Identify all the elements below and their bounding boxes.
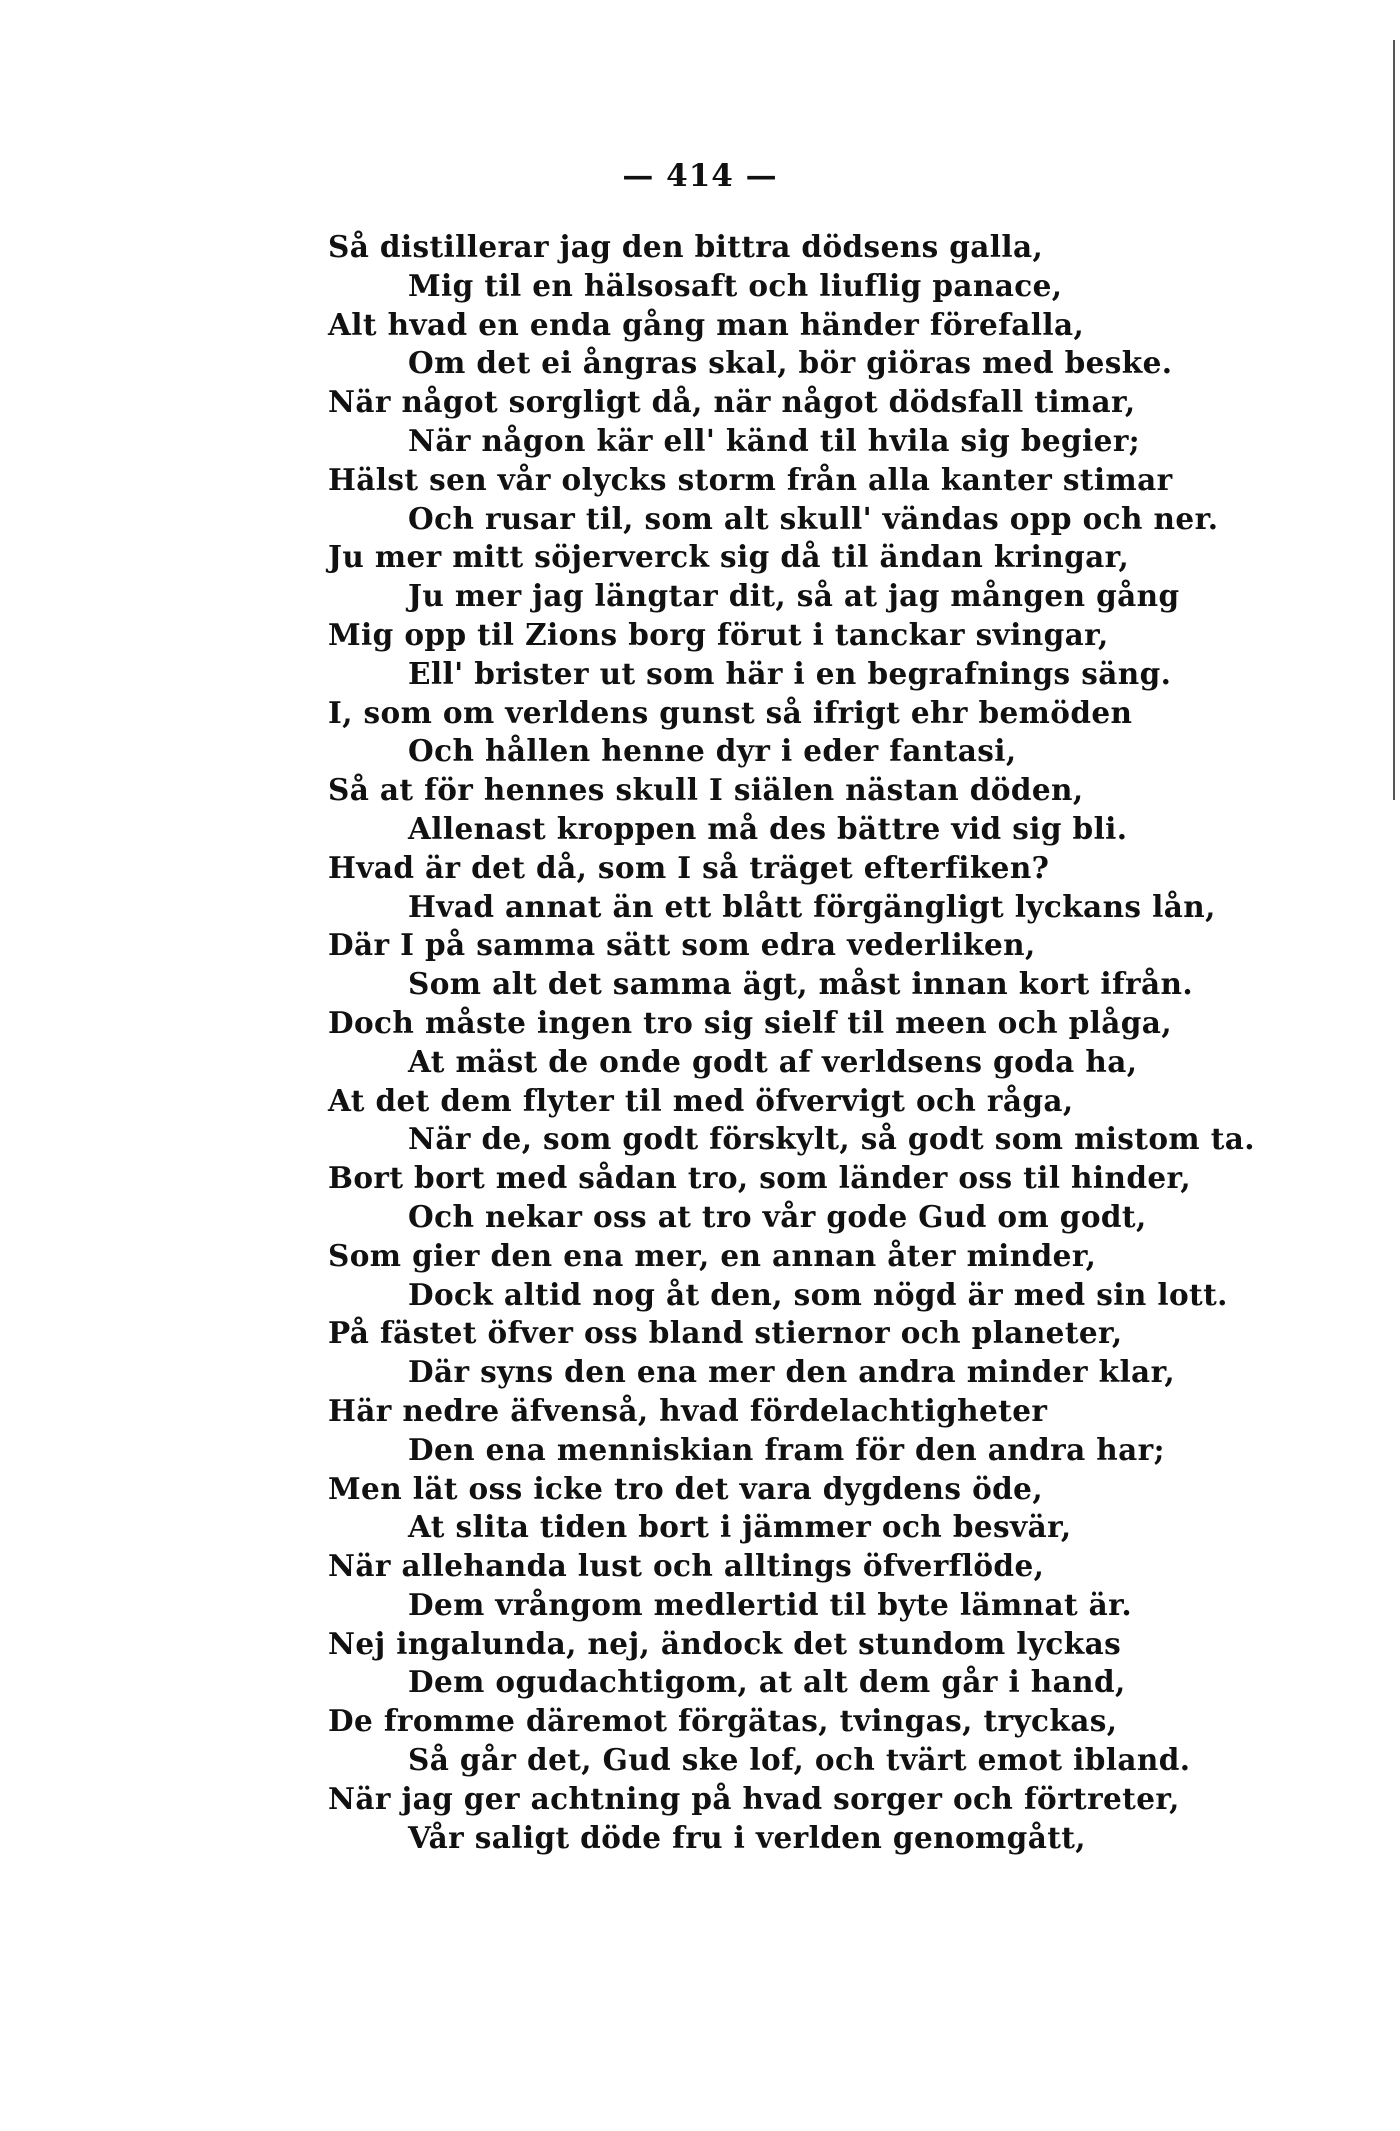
- poem-line: Mig til en hälsosaft och liuflig panace,: [408, 267, 1063, 303]
- poem-line: När allehanda lust och alltings öfverflöde,: [328, 1548, 1045, 1584]
- poem-line: Hvad annat än ett blått förgängligt lyckans lån,: [408, 888, 1216, 924]
- poem-line: Så distillerar jag den bittra dödsens galla,: [328, 229, 1044, 264]
- poem-line: När jag ger achtning på hvad sorger och förtreter,: [328, 1780, 1180, 1816]
- poem-line: Den ena menniskian fram för den andra har;: [408, 1431, 1165, 1467]
- poem-line: Som gier den ena mer, en annan åter minder,: [328, 1237, 1097, 1273]
- poem-line: Ell' brister ut som här i en begrafnings säng.: [408, 655, 1172, 691]
- poem-line: At mäst de onde godt af verldsens goda ha,: [408, 1043, 1138, 1079]
- page-number: — 414 —: [622, 158, 778, 194]
- poem-line: Dem vrångom medlertid til byte lämnat är.: [408, 1586, 1133, 1622]
- poem-line: Nej ingalunda, nej, ändock det stundom lyckas: [328, 1625, 1122, 1661]
- poem-line: Vår saligt döde fru i verlden genomgått,: [408, 1819, 1086, 1855]
- poem-line: Som alt det samma ägt, måst innan kort ifrån.: [408, 966, 1194, 1002]
- poem-line: Där I på samma sätt som edra vederliken,: [328, 927, 1036, 963]
- poem-line: Bort bort med sådan tro, som länder oss til hinder,: [328, 1160, 1192, 1196]
- poem-line: Men lät oss icke tro det vara dygdens öde,: [328, 1470, 1044, 1506]
- poem-line: At slita tiden bort i jämmer och besvär,: [408, 1509, 1072, 1545]
- poem-line: Alt hvad en enda gång man händer förefalla,: [328, 306, 1085, 342]
- poem-text: [328, 228, 1328, 1857]
- poem-line: Och rusar til, som alt skull' vändas opp och ner.: [408, 500, 1219, 536]
- poem-line: Mig opp til Zions borg förut i tanckar svingar,: [328, 616, 1109, 652]
- poem-line: Och nekar oss at tro vår gode Gud om godt,: [408, 1198, 1147, 1234]
- poem-line: Där syns den ena mer den andra minder klar,: [408, 1354, 1176, 1390]
- poem-line: Om det ei ångras skal, bör giöras med beske.: [408, 345, 1173, 381]
- poem-line: Doch måste ingen tro sig sielf til meen och plåga,: [328, 1004, 1172, 1040]
- poem-line: At det dem flyter til med öfvervigt och råga,: [328, 1082, 1074, 1118]
- poem-line: När någon kär ell' känd til hvila sig begier;: [408, 422, 1141, 458]
- poem-line: Hälst sen vår olycks storm från alla kanter stimar: [328, 461, 1173, 497]
- poem-line: Så at för hennes skull I siälen nästan döden,: [328, 772, 1084, 808]
- poem-line: I, som om verldens gunst så ifrigt ehr bemöden: [328, 694, 1133, 730]
- poem-line: De fromme däremot förgätas, tvingas, tryckas,: [328, 1703, 1118, 1739]
- poem-line: Allenast kroppen må des bättre vid sig bli.: [408, 810, 1128, 846]
- poem-line: Hvad är det då, som I så träget efterfiken?: [328, 849, 1050, 885]
- poem-line: Dock altid nog åt den, som nögd är med sin lott.: [408, 1276, 1228, 1312]
- poem-line: Dem ogudachtigom, at alt dem går i hand,: [408, 1664, 1126, 1700]
- poem-line: Och hållen henne dyr i eder fantasi,: [408, 733, 1017, 769]
- poem-line: Ju mer jag längtar dit, så at jag mången gång: [408, 578, 1180, 614]
- poem-line: När något sorgligt då, när något dödsfall timar,: [328, 384, 1136, 420]
- poem-line: På fästet öfver oss bland stiernor och planeter,: [328, 1315, 1123, 1351]
- page-edge-line: [1393, 40, 1395, 800]
- poem-line: Ju mer mitt söjerverck sig då til ändan kringar,: [328, 539, 1130, 575]
- poem-line: Här nedre äfvenså, hvad fördelachtigheter: [328, 1392, 1048, 1428]
- poem-line: Så går det, Gud ske lof, och tvärt emot ibland.: [408, 1742, 1191, 1778]
- poem-line: När de, som godt förskylt, så godt som mistom ta.: [408, 1121, 1255, 1157]
